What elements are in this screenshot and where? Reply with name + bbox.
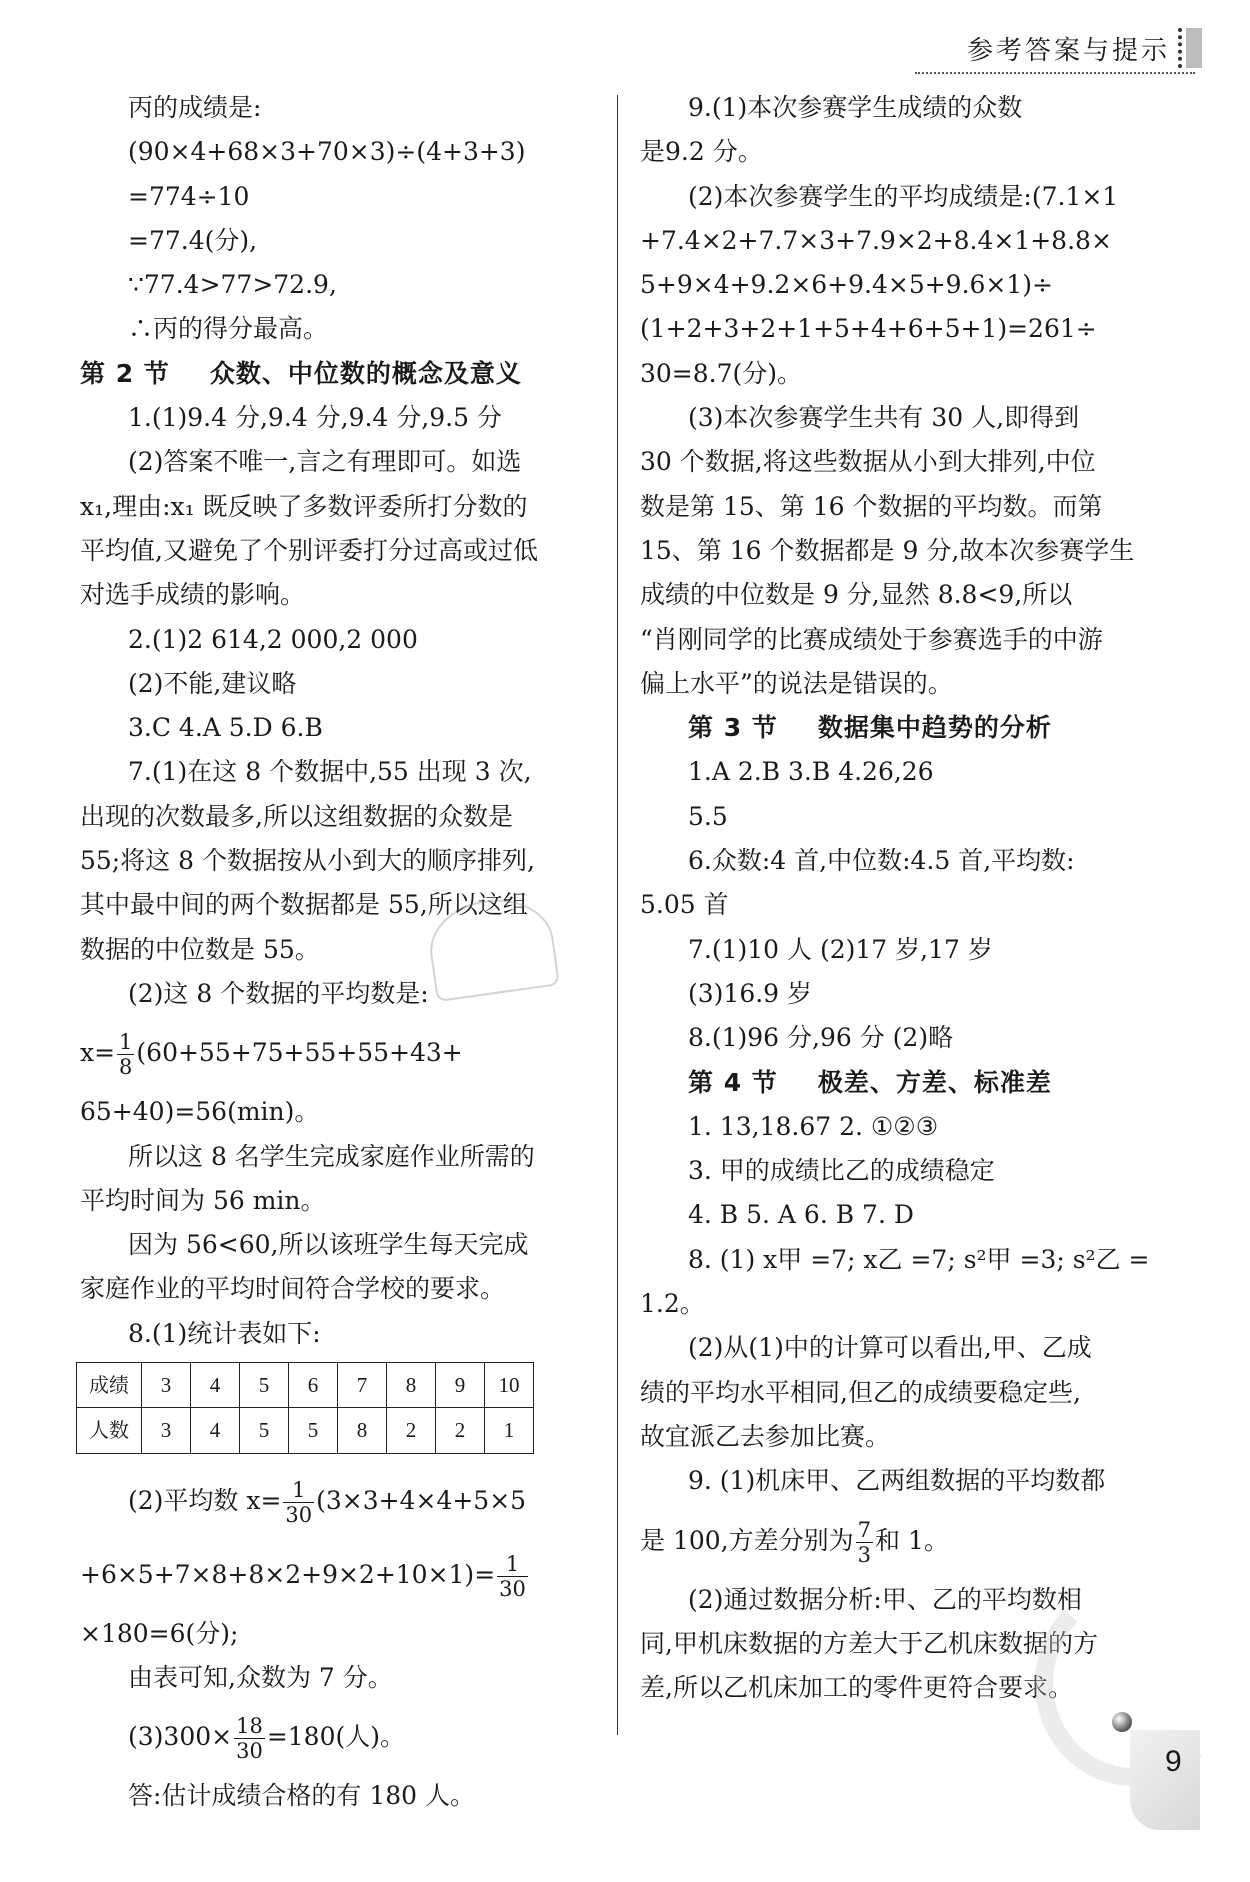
- text-line: 65+40)=56(min)。: [80, 1097, 320, 1127]
- fraction: [117, 1030, 134, 1079]
- text-line: 1.2。: [640, 1289, 705, 1319]
- text-line: 1.(1)9.4 分,9.4 分,9.4 分,9.5 分: [128, 403, 502, 433]
- text-line: 7.(1)在这 8 个数据中,55 出现 3 次,: [128, 757, 532, 787]
- fraction-denominator: 8: [119, 1055, 133, 1080]
- text-line: =77.4(分),: [128, 225, 258, 255]
- text-line: 是9.2 分。: [640, 137, 763, 167]
- text-line: 平均时间为 56 min。: [80, 1185, 326, 1215]
- formula-text: 和 1。: [875, 1525, 949, 1555]
- formula-text: +6×5+7×8+8×2+9×2+10×1)=: [80, 1559, 496, 1589]
- fraction-denominator: 30: [499, 1576, 526, 1601]
- text-line: 5+9×4+9.2×6+9.4×5+9.6×1)÷: [640, 270, 1053, 300]
- text-line: 8.(1)统计表如下:: [128, 1318, 321, 1348]
- text-line: 丙的成绩是:: [128, 93, 262, 122]
- right-column: [640, 86, 1170, 1710]
- text-line: 其中最中间的两个数据都是 55,所以这组: [80, 890, 528, 920]
- section-2-heading: [80, 352, 600, 396]
- table-cell: 4: [191, 1363, 240, 1408]
- text-line: (1+2+3+2+1+5+4+6+5+1)=261÷: [640, 314, 1097, 344]
- text-line: 9.(1)本次参赛学生成绩的众数: [688, 93, 1023, 122]
- text-line: 9. (1)机床甲、乙两组数据的平均数都: [688, 1466, 1106, 1496]
- table-row: [77, 1363, 534, 1408]
- text-line: 数据的中位数是 55。: [80, 934, 320, 964]
- table-cell: 8: [387, 1363, 436, 1408]
- text-line: 绩的平均水平相同,但乙的成绩要稳定些,: [640, 1377, 1081, 1407]
- text-line: 55;将这 8 个数据按从小到大的顺序排列,: [80, 846, 535, 876]
- table-cell: 3: [142, 1363, 191, 1408]
- text-line: =774÷10: [128, 181, 250, 211]
- text-line: 30 个数据,将这些数据从小到大排列,中位: [640, 447, 1096, 477]
- fraction-denominator: 3: [857, 1542, 871, 1567]
- fraction-denominator: 30: [236, 1739, 263, 1764]
- text-line: 1.A 2.B 3.B 4.26,26: [688, 757, 934, 787]
- text-line: (90×4+68×3+70×3)÷(4+3+3): [128, 137, 526, 167]
- text-line: 30=8.7(分)。: [640, 358, 803, 388]
- text-line: 由表可知,众数为 7 分。: [128, 1662, 393, 1692]
- table-cell: 2: [387, 1408, 436, 1453]
- fraction: [497, 1552, 528, 1601]
- table-cell: 6: [289, 1363, 338, 1408]
- text-line: 15、第 16 个数据都是 9 分,故本次参赛学生: [640, 535, 1135, 565]
- text-line: 因为 56<60,所以该班学生每天完成: [128, 1230, 529, 1260]
- score-table: [76, 1362, 534, 1454]
- section-number: 第 4 节: [688, 1067, 778, 1097]
- header-block-decoration: [1186, 28, 1202, 68]
- formula-line: [80, 1700, 600, 1774]
- table-cell: 5: [289, 1408, 338, 1453]
- text-line: (2)这 8 个数据的平均数是:: [128, 978, 429, 1008]
- section-number: 第 3 节: [688, 713, 778, 743]
- fraction-numerator: 1: [497, 1552, 528, 1577]
- text-line: (2)通过数据分析:甲、乙的平均数相: [688, 1584, 1082, 1614]
- text-line: 6.众数:4 首,中位数:4.5 首,平均数:: [688, 846, 1075, 876]
- text-line: 5.05 首: [640, 890, 729, 920]
- section-3-heading: [640, 706, 1170, 750]
- table-header-cell: 成绩: [77, 1363, 142, 1408]
- text-line: 8.(1)96 分,96 分 (2)略: [688, 1023, 954, 1053]
- header-title: 参考答案与提示: [966, 36, 1170, 66]
- text-line: 成绩的中位数是 9 分,显然 8.8<9,所以: [640, 580, 1073, 610]
- header-dots-decoration: [1178, 28, 1186, 68]
- formula-line: [80, 1464, 600, 1538]
- formula-text: (3)300×: [128, 1722, 233, 1752]
- text-line: +7.4×2+7.7×3+7.9×2+8.4×1+8.8×: [640, 225, 1112, 255]
- formula-text: =180(人)。: [266, 1722, 405, 1752]
- formula-text: (60+55+75+55+55+43+: [136, 1038, 463, 1068]
- header-rule: [915, 72, 1195, 74]
- table-cell: 9: [436, 1363, 485, 1408]
- text-line: ×180=6(分);: [80, 1618, 239, 1648]
- formula-line: [80, 1538, 600, 1612]
- text-line: 2.(1)2 614,2 000,2 000: [128, 624, 418, 654]
- formula-text: (2)平均数 x=: [128, 1485, 282, 1515]
- formula-text: 是 100,方差分别为: [640, 1525, 854, 1555]
- formula-line: [80, 1016, 600, 1090]
- text-line: (2)从(1)中的计算可以看出,甲、乙成: [688, 1333, 1092, 1363]
- formula-text: x=: [80, 1038, 116, 1068]
- table-cell: 5: [240, 1408, 289, 1453]
- formula-line: [640, 1504, 1170, 1578]
- text-line: 5.5: [688, 801, 728, 831]
- text-line: ∴丙的得分最高。: [128, 314, 329, 344]
- table-header-cell: 人数: [77, 1408, 142, 1453]
- section-title: 极差、方差、标准差: [817, 1067, 1052, 1097]
- fraction-numerator: 7: [857, 1517, 871, 1542]
- text-line: 3.C 4.A 5.D 6.B: [128, 713, 323, 743]
- text-line: (2)本次参赛学生的平均成绩是:(7.1×1: [688, 181, 1119, 211]
- table-cell: 2: [436, 1408, 485, 1453]
- fraction-numerator: 1: [119, 1030, 133, 1055]
- table-cell: 7: [338, 1363, 387, 1408]
- text-line: (3)16.9 岁: [688, 978, 813, 1008]
- text-line: (3)本次参赛学生共有 30 人,即得到: [688, 403, 1080, 433]
- text-line: 所以这 8 名学生完成家庭作业所需的: [128, 1141, 535, 1171]
- table-row: [77, 1408, 534, 1453]
- decorative-ball: [1112, 1712, 1132, 1732]
- text-line: 3. 甲的成绩比乙的成绩稳定: [688, 1156, 995, 1186]
- formula-text: (3×3+4×4+5×5: [316, 1485, 527, 1515]
- text-line: 同,甲机床数据的方差大于乙机床数据的方: [640, 1628, 1098, 1658]
- text-line: 差,所以乙机床加工的零件更符合要求。: [640, 1673, 1073, 1703]
- fraction: [234, 1714, 265, 1763]
- text-line: 7.(1)10 人 (2)17 岁,17 岁: [688, 934, 993, 964]
- text-line: 8. (1) x甲 =7; x乙 =7; s²甲 =3; s²乙 =: [688, 1244, 1150, 1274]
- fraction-numerator: 18: [236, 1714, 263, 1739]
- text-line: 数是第 15、第 16 个数据的平均数。而第: [640, 491, 1103, 521]
- text-line: 平均值,又避免了个别评委打分过高或过低: [80, 535, 538, 565]
- text-line: 答:估计成绩合格的有 180 人。: [128, 1781, 476, 1811]
- fraction-numerator: 1: [283, 1478, 314, 1503]
- text-line: 4. B 5. A 6. B 7. D: [688, 1200, 914, 1230]
- text-line: (2)答案不唯一,言之有理即可。如选: [128, 447, 522, 477]
- text-line: 1. 13,18.67 2. ①②③: [688, 1111, 939, 1141]
- section-4-heading: [640, 1061, 1170, 1105]
- page-number: 9: [1165, 1745, 1182, 1778]
- table-cell: 3: [142, 1408, 191, 1453]
- section-title: 数据集中趋势的分析: [817, 713, 1052, 743]
- text-line: 对选手成绩的影响。: [80, 580, 306, 610]
- column-divider: [617, 95, 618, 1735]
- fraction: [283, 1478, 314, 1527]
- text-line: (2)不能,建议略: [128, 668, 297, 698]
- text-line: 家庭作业的平均时间符合学校的要求。: [80, 1274, 506, 1304]
- text-line: 故宜派乙去参加比赛。: [640, 1421, 891, 1451]
- table-cell: 4: [191, 1408, 240, 1453]
- fraction: [856, 1518, 873, 1567]
- table-cell: 10: [485, 1363, 534, 1408]
- text-line: 偏上水平”的说法是错误的。: [640, 668, 953, 698]
- table-cell: 8: [338, 1408, 387, 1453]
- section-number: 第 2 节: [80, 358, 170, 388]
- text-line: ∵77.4>77>72.9,: [128, 270, 337, 300]
- table-cell: 5: [240, 1363, 289, 1408]
- fraction-denominator: 30: [285, 1502, 313, 1527]
- table-cell: 1: [485, 1408, 534, 1453]
- text-line: “肖刚同学的比赛成绩处于参赛选手的中游: [640, 624, 1103, 654]
- section-title: 众数、中位数的概念及意义: [209, 358, 522, 388]
- text-line: 出现的次数最多,所以这组数据的众数是: [80, 801, 513, 831]
- text-line: x₁,理由:x₁ 既反映了多数评委所打分数的: [80, 491, 528, 521]
